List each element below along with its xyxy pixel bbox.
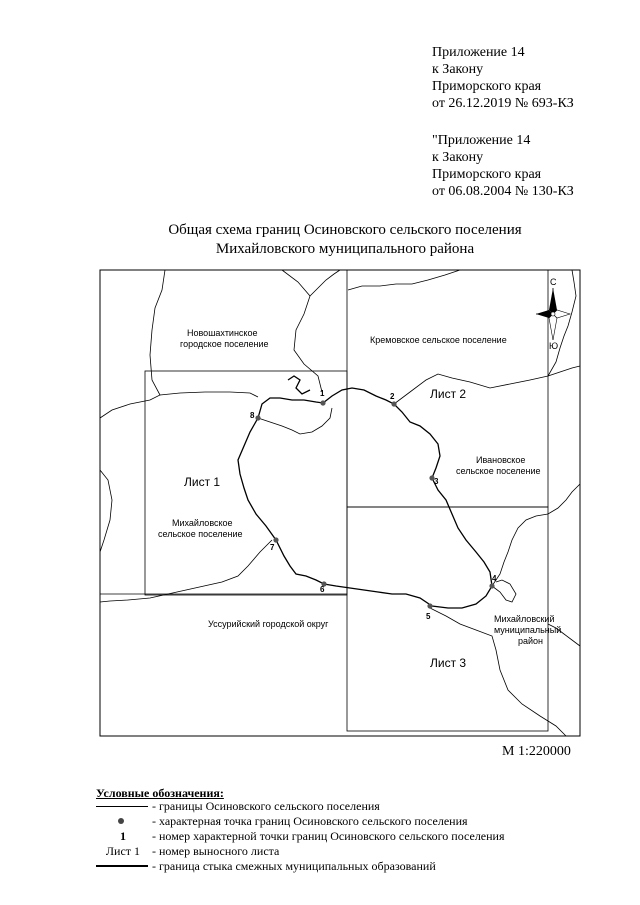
legend-item bbox=[96, 844, 616, 858]
osinovskoe-boundary bbox=[238, 388, 492, 608]
legend-text: - граница стыка смежных муниципальных образований bbox=[152, 859, 436, 873]
map-title-line-2: Михайловского муниципального района bbox=[215, 241, 475, 257]
boundary-notch-north bbox=[258, 408, 332, 434]
legend-symbol-sheet: Лист 1 bbox=[105, 844, 141, 858]
appendix-line: к Закону bbox=[432, 150, 484, 165]
appendix-line: от 26.12.2019 № 693-КЗ bbox=[432, 96, 574, 111]
boundary-novoshakhtinskoe-east bbox=[282, 270, 322, 392]
boundary-ivanovskoe-mikhaylovskiy bbox=[492, 484, 580, 586]
legend-text: - номер характерной точки границ Осиновского сельского поселения bbox=[152, 829, 505, 843]
boundary-mikhaylovskoe-ussuriyskiy bbox=[100, 540, 272, 602]
region-label: Михайловский bbox=[494, 614, 555, 624]
point-number-1: 1 bbox=[320, 389, 325, 398]
boundary-point-5 bbox=[427, 603, 432, 608]
region-label: городское поселение bbox=[180, 339, 269, 349]
point-number-7: 7 bbox=[270, 543, 275, 552]
boundary-west-edge bbox=[100, 470, 112, 552]
region-label: Кремовское сельское поселение bbox=[370, 335, 507, 345]
region-label: сельское поселение bbox=[456, 466, 541, 476]
boundary-point-2 bbox=[391, 401, 396, 406]
legend-text: - характерная точка границ Осиновского сельского поселения bbox=[152, 814, 468, 828]
boundary-kremovskoe-north bbox=[348, 270, 460, 290]
boundary-loop-near-4 bbox=[492, 580, 516, 602]
point-number-3: 3 bbox=[434, 477, 439, 486]
appendix-line: от 06.08.2004 № 130-КЗ bbox=[432, 184, 574, 199]
legend-symbol-number: 1 bbox=[120, 829, 126, 843]
sheet-1-frame bbox=[145, 371, 347, 595]
map-title-line-1: Общая схема границ Осиновского сельского поселения bbox=[168, 222, 522, 238]
point-number-4: 4 bbox=[492, 574, 497, 583]
region-label: Новошахтинское bbox=[187, 328, 258, 338]
point-number-6: 6 bbox=[320, 585, 325, 594]
legend-symbol-junction-line bbox=[96, 859, 150, 873]
map-scale: М 1:220000 bbox=[502, 744, 571, 759]
compass-rose-icon bbox=[536, 288, 570, 340]
appendix-line: Приморского края bbox=[432, 79, 542, 94]
boundary-novoshakhtinskoe-west bbox=[100, 270, 165, 418]
boundary-novoshakhtinskoe-south bbox=[160, 392, 258, 397]
legend-item bbox=[96, 799, 616, 813]
appendix-line: "Приложение 14 bbox=[432, 133, 531, 148]
sheet-label-3: Лист 3 bbox=[430, 656, 467, 670]
point-number-8: 8 bbox=[250, 411, 255, 420]
appendix-line: к Закону bbox=[432, 62, 484, 77]
sheet-label-2: Лист 2 bbox=[430, 387, 467, 401]
legend-item bbox=[96, 814, 616, 828]
legend-symbol-boundary-line bbox=[96, 799, 150, 813]
point-number-2: 2 bbox=[390, 392, 395, 401]
compass-north-label: С bbox=[550, 277, 557, 287]
boundary-point-8 bbox=[255, 415, 260, 420]
point-number-5: 5 bbox=[426, 612, 431, 621]
appendix-line: Приложение 14 bbox=[432, 45, 525, 60]
region-label: Михайловское bbox=[172, 518, 233, 528]
region-label: район bbox=[518, 636, 544, 646]
boundary-river-hook bbox=[288, 376, 310, 394]
boundary-north-spur bbox=[310, 270, 340, 296]
boundary-kremovskoe-ivanovskoe bbox=[394, 374, 548, 404]
sheet-label-1: Лист 1 bbox=[184, 475, 221, 489]
legend-title: Условные обозначения: bbox=[96, 786, 224, 800]
region-label: муниципальный bbox=[494, 625, 562, 635]
legend-item bbox=[96, 829, 616, 843]
legend-symbol-point bbox=[96, 814, 150, 828]
region-label: Уссурийский городской округ bbox=[208, 619, 329, 629]
legend-text: - номер выносного листа bbox=[152, 844, 280, 858]
map-frame bbox=[100, 270, 580, 736]
region-label: Ивановское bbox=[476, 455, 526, 465]
boundary-point-1 bbox=[320, 400, 325, 405]
boundary-point-4 bbox=[489, 583, 494, 588]
appendix-line: Приморского края bbox=[432, 167, 542, 182]
region-label: сельское поселение bbox=[158, 529, 243, 539]
legend-item bbox=[96, 859, 616, 873]
boundary-points bbox=[255, 400, 494, 608]
legend-text: - границы Осиновского сельского поселения bbox=[152, 799, 380, 813]
boundary-point-7 bbox=[273, 537, 278, 542]
compass-south-label: Ю bbox=[549, 341, 559, 351]
